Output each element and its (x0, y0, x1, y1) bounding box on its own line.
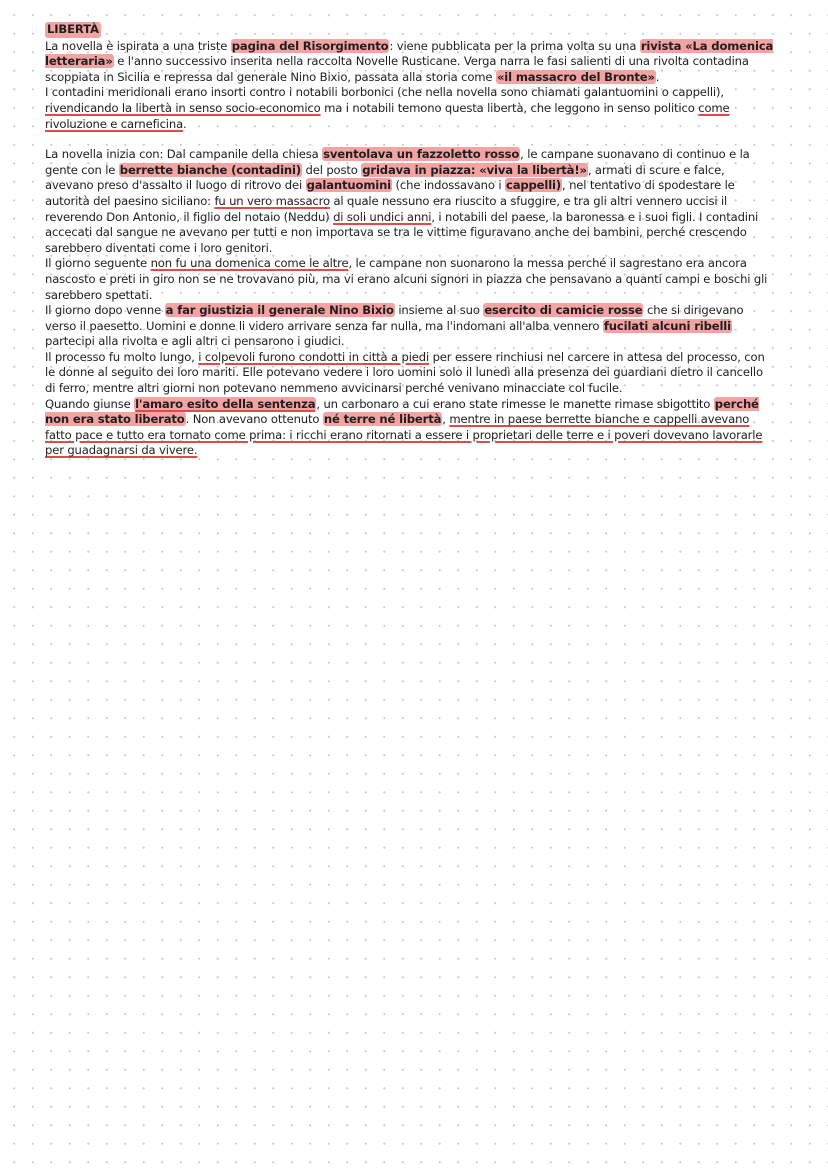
highlighted-text: gridava in piazza: «viva la libertà!» (362, 162, 587, 177)
highlighted-text: perché non era stato liberato (45, 396, 759, 427)
text-segment: Quando giunse (45, 396, 135, 411)
notes-body (45, 39, 775, 459)
text-segment: . (183, 116, 187, 131)
highlighted-text: esercito di camicie rosse (484, 303, 643, 318)
underlined-text: rivendicando la libertà in senso socio-economico (45, 100, 321, 115)
underlined-text: i colpevoli furono condotti in città a piedi (198, 349, 430, 364)
text-segment: , armati di scure e falce, avevano preso d'assalto il luogo di ritrovo dei (45, 162, 725, 193)
paragraph (45, 85, 775, 132)
text-segment: , i notabili del paese, la baronessa e i suoi figli. I contadini accecati dal sangue ne avevano per tutti e non importava se tra le vittime figuravano anche dei bambini, perché crescendo sarebbero diventati come i loro genitori. (45, 209, 759, 255)
highlighted-text: né terre né libertà (323, 412, 442, 427)
text-segment: Il giorno dopo venne (45, 303, 165, 318)
text-segment: del posto (301, 162, 362, 177)
underlined-text: fu un vero massacro (214, 193, 330, 208)
highlighted-text: l'amaro esito della sentenza (135, 396, 316, 411)
text-segment: per essere rinchiusi nel carcere in attesa del processo, con le donne al seguito dei loro mariti. Elle potevano vedere i loro uomini solo il lunedì alla presenza dei guardiani dietro il cancello di ferro, mentre altri giorni non potevano nemmeno avvicinarsi perché venivano minacciate col fucile. (45, 349, 765, 396)
highlighted-text: rivista «La domenica letteraria» (45, 38, 774, 69)
underlined-text: come rivoluzione e carneficina (45, 100, 730, 131)
text-segment: La novella è ispirata a una triste (45, 38, 231, 53)
paragraph (45, 303, 775, 350)
text-segment: : viene pubblicata per la prima volta su una (389, 38, 640, 53)
paragraph (45, 397, 775, 459)
highlighted-text: «il massacro del Bronte» (496, 69, 655, 84)
text-segment: partecipi alla rivolta e agli altri ci pensarono i giudici. (45, 334, 345, 349)
highlighted-text: pagina del Risorgimento (231, 38, 389, 53)
paragraph (45, 256, 775, 303)
paragraph-gap (45, 132, 775, 147)
notes-page (45, 22, 775, 459)
text-segment: , le campane suonavano di continuo e la gente con le (45, 147, 750, 177)
highlighted-text: cappelli) (505, 178, 561, 193)
text-segment: insieme al suo (394, 303, 484, 318)
highlighted-text: fucilati alcuni ribelli (603, 318, 731, 333)
underlined-text: non fu una domenica come le altre (150, 256, 349, 271)
text-segment: Il processo fu molto lungo, (45, 349, 199, 364)
highlighted-text: galantuomini (306, 178, 391, 193)
highlighted-text: a far giustizia il generale Nino Bixio (165, 303, 394, 318)
highlighted-text: sventolava un fazzoletto rosso (323, 147, 520, 162)
text-segment: Il giorno seguente (45, 256, 151, 271)
paragraph (45, 39, 775, 86)
text-segment: , le campane non suonarono la messa perché il sagrestano era ancora nascosto e preti in giro non se ne trovavano più, ma vi erano alcuni signori in piazza che pensavano a quanti campi e boschi gli sarebbero spettati. (45, 256, 768, 302)
text-segment: , nel tentativo di spodestare le autorità del paesino siciliano: (45, 178, 735, 208)
underlined-text: di soli undici anni (333, 209, 432, 224)
text-segment: . (655, 69, 660, 84)
paragraph (45, 147, 775, 256)
text-segment: , (442, 412, 450, 427)
paragraph (45, 350, 775, 397)
underlined-text: mentre in paese berrette bianche e cappelli avevano fatto pace e tutto era tornato come prima: i ricchi erano ritornati a essere i proprietari delle terre e i poveri dovevano lavorarle per guadagnarsi da vivere. (45, 412, 763, 458)
page-title: LIBERTÀ (47, 22, 99, 36)
text-segment: , un carbonaro a cui erano state rimesse le manette rimase sbigottito (316, 396, 714, 411)
text-segment: I contadini meridionali erano insorti contro i notabili borbonici (che nella novella sono chiamati galantuomini o cappelli), (45, 85, 724, 100)
text-segment: che si dirigevano verso il paesetto. Uomini e donne li videro arrivare senza far nulla, ma l'indomani all'alba vennero (45, 303, 744, 333)
text-segment: . Non avevano ottenuto (185, 412, 323, 427)
highlighted-text: berrette bianche (contadini) (119, 162, 301, 177)
text-segment: al quale nessuno era riuscito a sfuggire, e tra gli altri vennero uccisi il reverendo Don Antonio, il figlio del notaio (Neddu) (45, 193, 728, 224)
text-segment: (che indossavano i (392, 178, 505, 193)
text-segment: La novella inizia con: Dal campanile della chiesa (45, 147, 323, 162)
text-segment: e l'anno successivo inserita nella raccolta Novelle Rusticane. Verga narra le fasi salienti di una rivolta contadina scoppiata in Sicilia e repressa dal generale Nino Bixio, passata alla storia come (45, 54, 749, 84)
text-segment: ma i notabili temono questa libertà, che leggono in senso politico (320, 100, 699, 115)
